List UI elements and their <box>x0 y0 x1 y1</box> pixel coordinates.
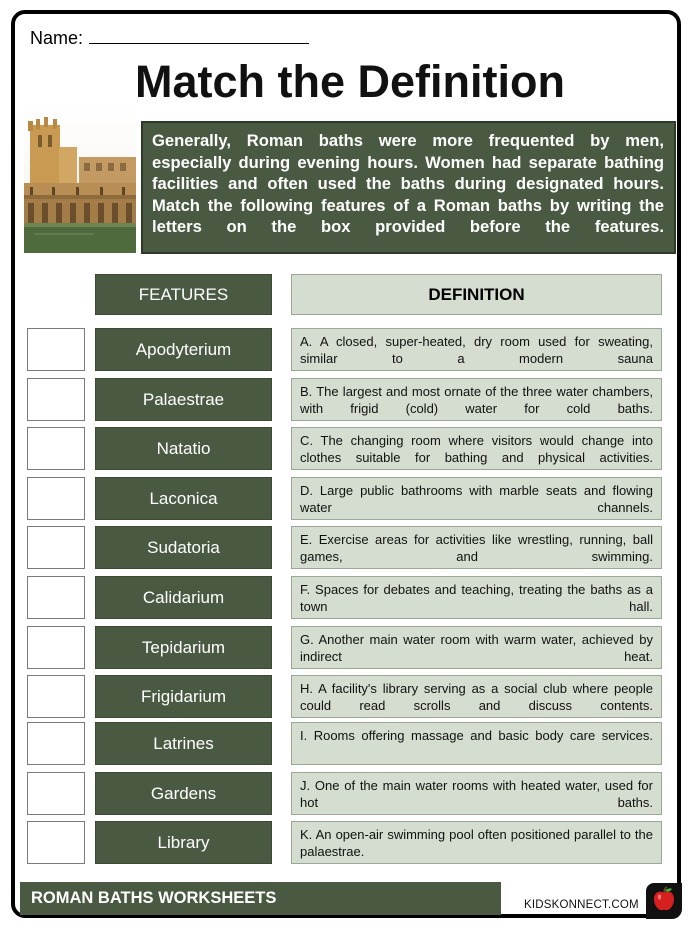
brand-name[interactable]: KIDSKONNECT.COM <box>524 899 639 911</box>
definition-text: E. Exercise areas for activities like wrestling, running, ball games, and swimming. <box>291 526 662 569</box>
definition-text: K. An open-air swimming pool often positioned parallel to the palaestrae. <box>291 821 662 864</box>
roman-baths-photo <box>24 107 136 253</box>
apple-icon <box>652 886 676 917</box>
feature-label: Frigidarium <box>95 675 272 718</box>
feature-label: Library <box>95 821 272 864</box>
name-input-line[interactable] <box>89 27 309 44</box>
definition-text: I. Rooms offering massage and basic body care services. <box>291 722 662 765</box>
table-row <box>0 772 700 815</box>
answer-box[interactable] <box>27 378 85 421</box>
name-field <box>30 27 309 49</box>
feature-label: Latrines <box>95 722 272 765</box>
table-row <box>0 821 700 864</box>
answer-box[interactable] <box>27 772 85 815</box>
definition-text: D. Large public bathrooms with marble seats and flowing water channels. <box>291 477 662 520</box>
answer-box[interactable] <box>27 821 85 864</box>
worksheet-label: ROMAN BATHS WORKSHEETS <box>31 889 277 907</box>
answer-box[interactable] <box>27 427 85 470</box>
page-title: Match the Definition <box>135 56 565 107</box>
feature-label: Gardens <box>95 772 272 815</box>
table-row <box>0 477 700 520</box>
definition-text: H. A facility's library serving as a social club where people could read scrolls and discuss contents. <box>291 675 662 718</box>
definition-text: J. One of the main water rooms with heated water, used for hot baths. <box>291 772 662 815</box>
table-row <box>0 675 700 718</box>
feature-label: Palaestrae <box>95 378 272 421</box>
table-row <box>0 722 700 765</box>
feature-label: Laconica <box>95 477 272 520</box>
instructions-box: Generally, Roman baths were more frequented by men, especially during evening hours. Women had separate bathing facilities and often used the baths during designated hours. Match the following features of a Roman baths by writing the letters on the box provided before the features. <box>141 121 676 254</box>
name-label: Name: <box>30 28 84 48</box>
features-header: FEATURES <box>95 274 272 315</box>
definition-header: DEFINITION <box>291 274 662 315</box>
worksheet-label-bar <box>20 882 501 915</box>
answer-box[interactable] <box>27 526 85 569</box>
logo-badge <box>646 883 682 919</box>
table-row <box>0 378 700 421</box>
answer-box[interactable] <box>27 576 85 619</box>
answer-box[interactable] <box>27 722 85 765</box>
definition-text: G. Another main water room with warm water, achieved by indirect heat. <box>291 626 662 669</box>
feature-label: Sudatoria <box>95 526 272 569</box>
answer-box[interactable] <box>27 328 85 371</box>
definition-text: A. A closed, super-heated, dry room used for sweating, similar to a modern sauna <box>291 328 662 371</box>
definition-text: C. The changing room where visitors would change into clothes suitable for bathing and physical activities. <box>291 427 662 470</box>
feature-label: Apodyterium <box>95 328 272 371</box>
feature-label: Natatio <box>95 427 272 470</box>
table-row <box>0 526 700 569</box>
answer-box[interactable] <box>27 626 85 669</box>
table-row <box>0 576 700 619</box>
table-row <box>0 427 700 470</box>
feature-label: Calidarium <box>95 576 272 619</box>
definition-text: B. The largest and most ornate of the three water chambers, with frigid (cold) water for cold baths. <box>291 378 662 421</box>
answer-box[interactable] <box>27 477 85 520</box>
definition-text: F. Spaces for debates and teaching, treating the baths as a town hall. <box>291 576 662 619</box>
table-row <box>0 626 700 669</box>
feature-label: Tepidarium <box>95 626 272 669</box>
table-row <box>0 328 700 371</box>
answer-box[interactable] <box>27 675 85 718</box>
